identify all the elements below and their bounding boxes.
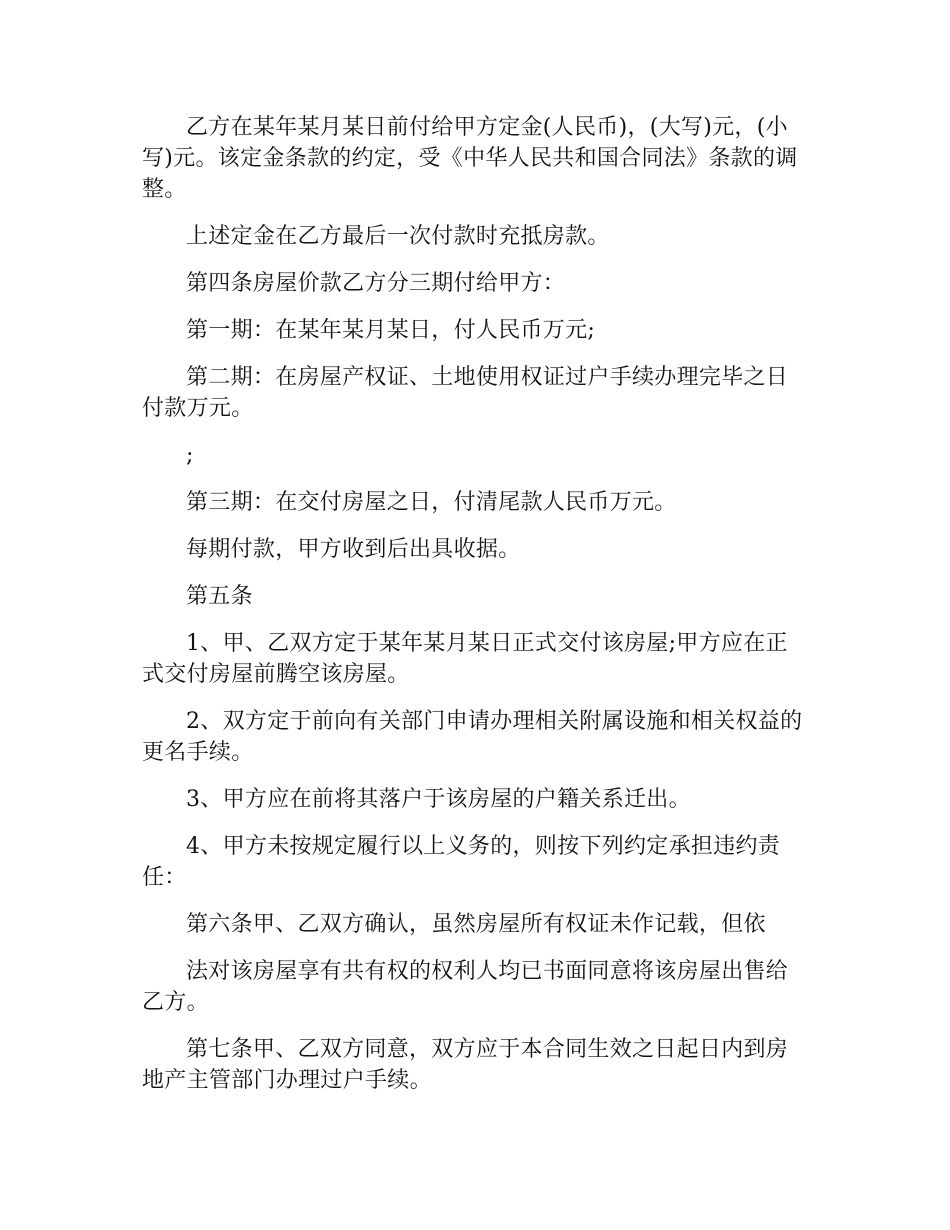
paragraph-article-7: 第七条甲、乙双方同意，双方应于本合同生效之日起日内到房地产主管部门办理过户手续。 xyxy=(142,1037,789,1093)
paragraph-article-6: 第六条甲、乙双方确认，虽然房屋所有权证未作记载，但依 xyxy=(186,912,766,937)
paragraph-deposit-terms: 乙方在某年某月某日前付给甲方定金(人民币)，(大写)元，(小写)元。该定金条款的约定，受《中华人民共和国合同法》条款的调整。 xyxy=(142,115,798,202)
paragraph-item-4: 4、甲方未按规定履行以上义务的，则按下列约定承担违约责任： xyxy=(142,834,781,890)
paragraph-article-5: 第五条 xyxy=(186,584,253,609)
paragraph-item-1: 1、甲、乙双方定于某年某月某日正式交付该房屋;甲方应在正式交付房屋前腾空该房屋。 xyxy=(142,631,788,687)
paragraph-receipt: 每期付款，甲方收到后出具收据。 xyxy=(186,537,521,562)
paragraph-article-4: 第四条房屋价款乙方分三期付给甲方： xyxy=(186,271,566,296)
paragraph-installment-2: 第二期：在房屋产权证、土地使用权证过户手续办理完毕之日付款万元。 xyxy=(142,365,789,421)
paragraph-semicolon: ; xyxy=(186,443,194,468)
paragraph-installment-1: 第一期：在某年某月某日，付人民币万元; xyxy=(186,318,596,343)
paragraph-article-6-cont: 法对该房屋享有共有权的权利人均已书面同意将该房屋出售给乙方。 xyxy=(142,959,789,1015)
paragraph-installment-3: 第三期：在交付房屋之日，付清尾款人民币万元。 xyxy=(186,490,677,515)
paragraph-deposit-offset: 上述定金在乙方最后一次付款时充抵房款。 xyxy=(186,224,610,249)
paragraph-item-2: 2、双方定于前向有关部门申请办理相关附属设施和相关权益的更名手续。 xyxy=(142,709,803,765)
paragraph-item-3: 3、甲方应在前将其落户于该房屋的户籍关系迁出。 xyxy=(186,787,691,812)
document-body xyxy=(142,112,810,1112)
